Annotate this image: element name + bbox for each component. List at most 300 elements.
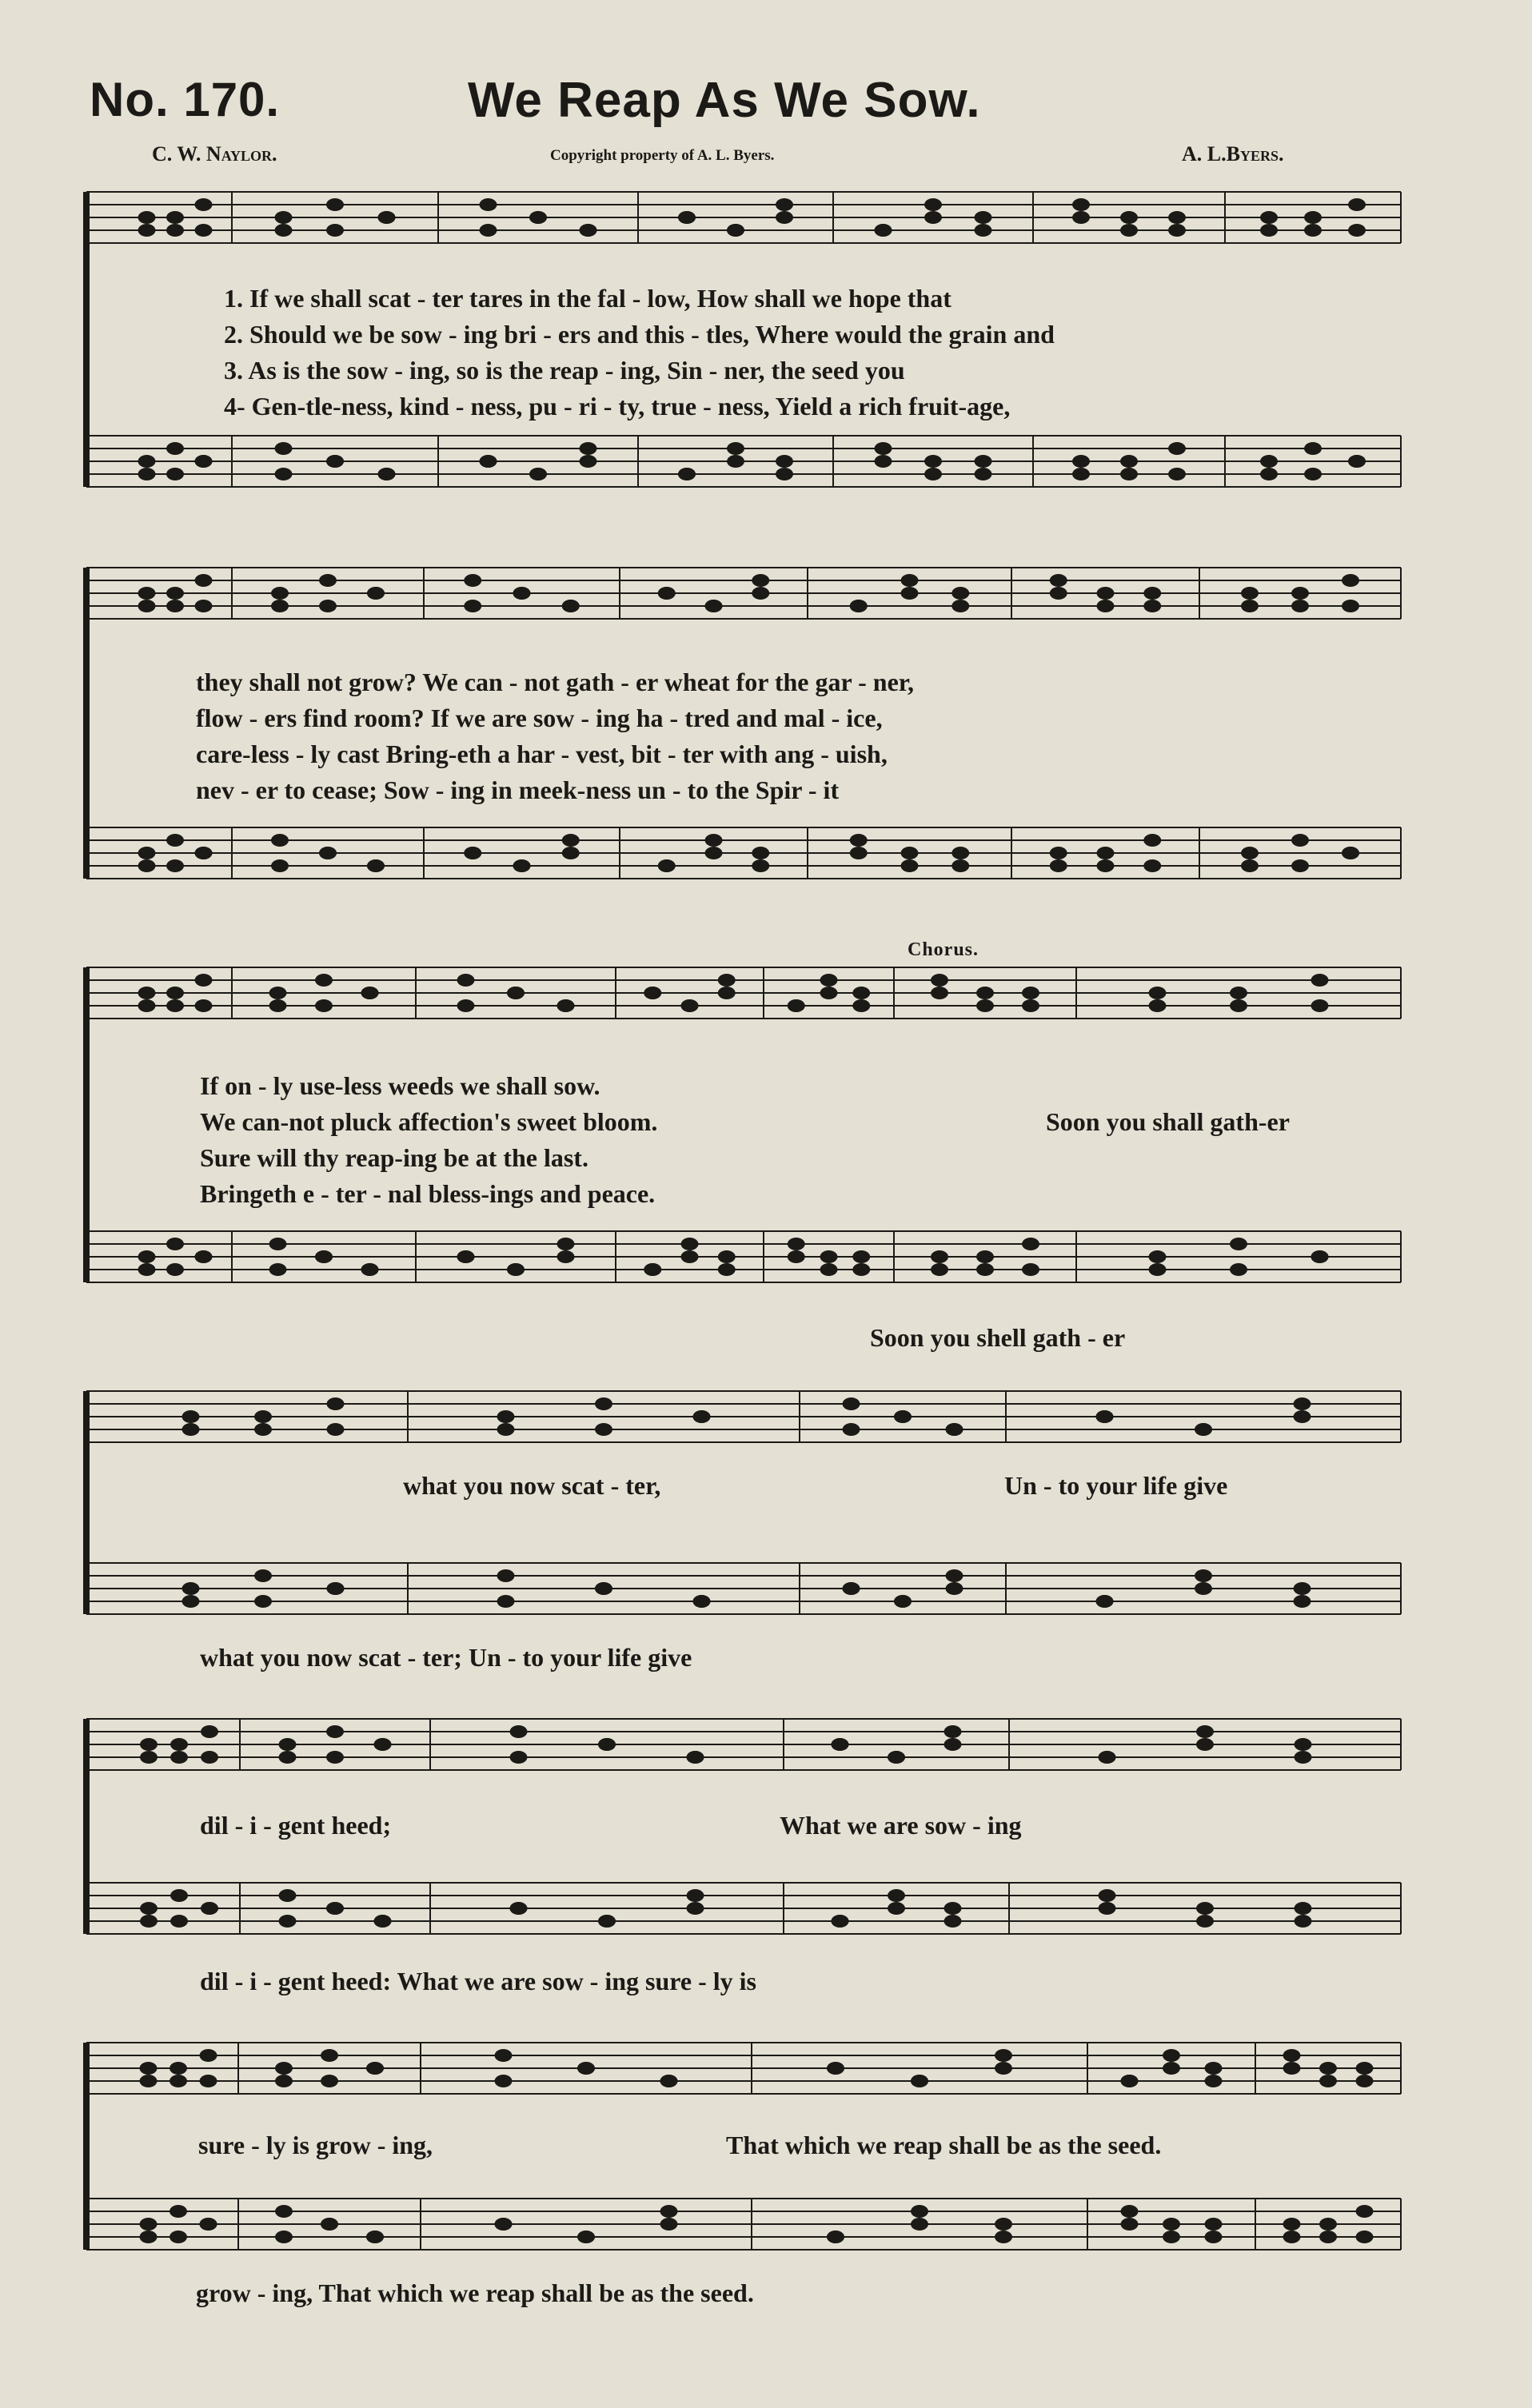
- bass-notehead: [1195, 1582, 1212, 1595]
- author-credit: C. W. Naylor.: [152, 142, 277, 165]
- bass-notehead: [557, 1238, 575, 1250]
- treble-notehead: [170, 1738, 188, 1751]
- bass-notehead: [1241, 847, 1259, 859]
- bass-notehead: [138, 859, 156, 872]
- bass-notehead: [138, 847, 156, 859]
- hymn-title: We Reap As We Sow.: [468, 73, 981, 128]
- bass-notehead: [1295, 1915, 1312, 1928]
- bass-notehead: [776, 455, 793, 468]
- treble-notehead: [275, 224, 293, 237]
- treble-notehead: [776, 211, 793, 224]
- bass-notehead: [1196, 1902, 1214, 1915]
- bass-notehead: [995, 2218, 1012, 2231]
- bass-notehead: [976, 1250, 994, 1263]
- bass-notehead: [201, 1902, 218, 1915]
- bass-notehead: [529, 468, 547, 480]
- treble-notehead: [170, 2062, 187, 2075]
- bass-notehead: [577, 2231, 595, 2243]
- treble-notehead: [1022, 999, 1039, 1012]
- treble-notehead: [1096, 1410, 1114, 1423]
- bass-notehead: [315, 1250, 333, 1263]
- bass-notehead: [361, 1263, 379, 1276]
- bass-notehead: [752, 859, 769, 872]
- treble-notehead: [580, 224, 597, 237]
- treble-notehead: [946, 1423, 963, 1436]
- bass-notehead: [788, 1250, 805, 1263]
- bass-notehead: [562, 847, 580, 859]
- bass-notehead: [495, 2218, 513, 2231]
- bass-notehead: [580, 455, 597, 468]
- chorus-label: Chorus.: [908, 939, 979, 960]
- treble-notehead: [1356, 2075, 1374, 2087]
- treble-notehead: [952, 600, 969, 612]
- bass-notehead: [166, 859, 184, 872]
- bass-notehead: [138, 468, 156, 480]
- bass-notehead: [1097, 847, 1115, 859]
- treble-notehead: [852, 987, 870, 999]
- treble-notehead: [457, 974, 475, 987]
- treble-notehead: [1195, 1423, 1212, 1436]
- treble-notehead: [166, 999, 184, 1012]
- bass-notehead: [166, 442, 184, 455]
- bass-notehead: [166, 834, 184, 847]
- treble-notehead: [510, 1725, 528, 1738]
- bass-notehead: [1311, 1250, 1329, 1263]
- treble-notehead: [727, 224, 744, 237]
- bass-notehead: [718, 1263, 736, 1276]
- treble-notehead: [1072, 198, 1090, 211]
- bass-notehead: [1120, 455, 1138, 468]
- treble-notehead: [361, 987, 379, 999]
- bass-notehead: [1163, 2231, 1180, 2243]
- treble-notehead: [1260, 211, 1278, 224]
- bass-notehead: [269, 1238, 287, 1250]
- treble-notehead: [687, 1751, 704, 1764]
- treble-notehead: [480, 198, 497, 211]
- bass-notehead: [1230, 1263, 1247, 1276]
- bass-notehead: [843, 1582, 860, 1595]
- treble-notehead: [1097, 587, 1115, 600]
- treble-notehead: [166, 600, 184, 612]
- treble-notehead: [1311, 999, 1329, 1012]
- bass-notehead: [1295, 1902, 1312, 1915]
- treble-notehead: [1050, 574, 1067, 587]
- treble-notehead: [1163, 2062, 1180, 2075]
- treble-notehead: [269, 987, 287, 999]
- chorus-bass-1: Soon you shell gath - er: [870, 1323, 1126, 1352]
- treble-notehead: [1205, 2062, 1223, 2075]
- bass-notehead: [1143, 834, 1161, 847]
- treble-notehead: [195, 224, 213, 237]
- treble-notehead: [843, 1397, 860, 1410]
- treble-notehead: [138, 600, 156, 612]
- treble-notehead: [843, 1423, 860, 1436]
- treble-notehead: [1295, 1751, 1312, 1764]
- bass-notehead: [727, 442, 744, 455]
- treble-notehead: [271, 587, 289, 600]
- bass-notehead: [1319, 2231, 1337, 2243]
- bass-notehead: [852, 1250, 870, 1263]
- verse-3-line-1: 3. As is the sow - ing, so is the reap - ing, Sin - ner, the seed you: [224, 356, 905, 385]
- bass-notehead: [366, 2231, 384, 2243]
- bass-notehead: [140, 1915, 158, 1928]
- treble-notehead: [1120, 224, 1138, 237]
- treble-notehead: [995, 2049, 1012, 2062]
- treble-notehead: [366, 2062, 384, 2075]
- bass-notehead: [687, 1889, 704, 1902]
- treble-notehead: [200, 2049, 217, 2062]
- treble-notehead: [138, 224, 156, 237]
- treble-notehead: [1342, 574, 1359, 587]
- treble-notehead: [660, 2075, 678, 2087]
- treble-notehead: [1163, 2049, 1180, 2062]
- bass-notehead: [513, 859, 531, 872]
- bass-notehead: [1143, 859, 1161, 872]
- bass-notehead: [1348, 455, 1366, 468]
- composer-credit: A. L.Byers.: [1182, 142, 1284, 165]
- bass-notehead: [1149, 1250, 1167, 1263]
- bass-notehead: [275, 468, 293, 480]
- bass-notehead: [875, 442, 892, 455]
- chorus-treble-1: Soon you shall gath-er: [1046, 1107, 1290, 1136]
- treble-notehead: [201, 1725, 218, 1738]
- bass-notehead: [705, 847, 723, 859]
- bass-notehead: [820, 1263, 838, 1276]
- treble-notehead: [1097, 600, 1115, 612]
- bass-notehead: [170, 2231, 187, 2243]
- treble-notehead: [170, 1751, 188, 1764]
- bass-notehead: [1022, 1238, 1039, 1250]
- treble-notehead: [275, 211, 293, 224]
- treble-notehead: [1099, 1751, 1116, 1764]
- bass-notehead: [888, 1902, 905, 1915]
- treble-notehead: [166, 211, 184, 224]
- chorus-bass-2: what you now scat - ter; Un - to your life give: [200, 1643, 692, 1672]
- chorus-treble-4: dil - i - gent heed;: [200, 1811, 392, 1840]
- treble-notehead: [315, 999, 333, 1012]
- bass-notehead: [1099, 1889, 1116, 1902]
- bass-notehead: [557, 1250, 575, 1263]
- verse-4-line-1: 4- Gen-tle-ness, kind - ness, pu - ri - ty, true - ness, Yield a rich fruit-age,: [224, 392, 1011, 421]
- treble-notehead: [1022, 987, 1039, 999]
- bass-notehead: [944, 1915, 962, 1928]
- bass-notehead: [995, 2231, 1012, 2243]
- bass-notehead: [752, 847, 769, 859]
- treble-notehead: [1230, 999, 1247, 1012]
- treble-notehead: [1120, 211, 1138, 224]
- treble-notehead: [658, 587, 676, 600]
- treble-notehead: [1072, 211, 1090, 224]
- bass-notehead: [1283, 2218, 1301, 2231]
- bass-notehead: [924, 468, 942, 480]
- bass-notehead: [1291, 834, 1309, 847]
- bass-notehead: [457, 1250, 475, 1263]
- bass-notehead: [776, 468, 793, 480]
- treble-notehead: [693, 1410, 711, 1423]
- treble-notehead: [924, 198, 942, 211]
- treble-notehead: [595, 1423, 612, 1436]
- treble-notehead: [529, 211, 547, 224]
- bass-notehead: [138, 455, 156, 468]
- treble-notehead: [1283, 2049, 1301, 2062]
- treble-notehead: [644, 987, 661, 999]
- treble-notehead: [852, 999, 870, 1012]
- bass-notehead: [1260, 468, 1278, 480]
- treble-notehead: [820, 974, 838, 987]
- bass-notehead: [660, 2218, 678, 2231]
- treble-notehead: [275, 2062, 293, 2075]
- treble-notehead: [140, 2062, 158, 2075]
- bass-notehead: [170, 1889, 188, 1902]
- treble-notehead: [1304, 224, 1322, 237]
- bass-notehead: [497, 1595, 515, 1608]
- treble-notehead: [378, 211, 396, 224]
- verse-1-line-2: they shall not grow? We can - not gath - er wheat for the gar - ner,: [196, 668, 915, 696]
- bass-notehead: [367, 859, 385, 872]
- bass-notehead: [166, 468, 184, 480]
- treble-notehead: [1241, 600, 1259, 612]
- bass-notehead: [140, 1902, 158, 1915]
- bass-notehead: [946, 1582, 963, 1595]
- bass-notehead: [1241, 859, 1259, 872]
- chorus-bass-4: grow - ing, That which we reap shall be as the seed.: [196, 2278, 754, 2307]
- treble-notehead: [1149, 999, 1167, 1012]
- treble-notehead: [1311, 974, 1329, 987]
- bass-notehead: [850, 834, 868, 847]
- chorus-treble-2: what you now scat - ter,: [403, 1471, 661, 1500]
- bass-notehead: [271, 859, 289, 872]
- treble-notehead: [752, 574, 769, 587]
- treble-notehead: [952, 587, 969, 600]
- bass-notehead: [1260, 455, 1278, 468]
- bass-notehead: [326, 455, 344, 468]
- bass-notehead: [727, 455, 744, 468]
- treble-notehead: [1205, 2075, 1223, 2087]
- bass-notehead: [254, 1569, 272, 1582]
- treble-notehead: [140, 2075, 158, 2087]
- bass-notehead: [138, 1263, 156, 1276]
- treble-notehead: [976, 987, 994, 999]
- bass-notehead: [944, 1902, 962, 1915]
- bass-notehead: [140, 2231, 158, 2243]
- bass-notehead: [1195, 1569, 1212, 1582]
- treble-notehead: [598, 1738, 616, 1751]
- chorus-treble-7: That which we reap shall be as the seed.: [726, 2131, 1162, 2159]
- bass-notehead: [510, 1902, 528, 1915]
- treble-notehead: [1304, 211, 1322, 224]
- treble-notehead: [195, 999, 213, 1012]
- bass-notehead: [718, 1250, 736, 1263]
- copyright-notice: Copyright property of A. L. Byers.: [550, 147, 775, 164]
- treble-notehead: [1348, 198, 1366, 211]
- bass-notehead: [975, 468, 992, 480]
- bass-notehead: [195, 455, 213, 468]
- verse-3-line-2: care-less - ly cast Bring-eth a har - vest, bit - ter with ang - uish,: [196, 740, 888, 768]
- treble-notehead: [681, 999, 699, 1012]
- treble-notehead: [1260, 224, 1278, 237]
- treble-notehead: [457, 999, 475, 1012]
- treble-notehead: [1348, 224, 1366, 237]
- treble-notehead: [901, 574, 919, 587]
- treble-notehead: [975, 211, 992, 224]
- treble-notehead: [1230, 987, 1247, 999]
- bass-notehead: [374, 1915, 392, 1928]
- treble-notehead: [1121, 2075, 1139, 2087]
- treble-notehead: [931, 987, 948, 999]
- bass-notehead: [182, 1595, 200, 1608]
- treble-notehead: [678, 211, 696, 224]
- treble-notehead: [752, 587, 769, 600]
- bass-notehead: [1163, 2218, 1180, 2231]
- treble-notehead: [507, 987, 525, 999]
- treble-notehead: [1168, 211, 1186, 224]
- bass-notehead: [644, 1263, 661, 1276]
- treble-notehead: [1143, 600, 1161, 612]
- bass-notehead: [681, 1238, 699, 1250]
- treble-notehead: [182, 1423, 200, 1436]
- bass-notehead: [327, 1582, 345, 1595]
- treble-notehead: [820, 987, 838, 999]
- bass-notehead: [1149, 1263, 1167, 1276]
- bass-notehead: [1319, 2218, 1337, 2231]
- treble-notehead: [944, 1725, 962, 1738]
- bass-notehead: [1022, 1263, 1039, 1276]
- bass-notehead: [275, 442, 293, 455]
- bass-notehead: [1096, 1595, 1114, 1608]
- bass-notehead: [678, 468, 696, 480]
- treble-notehead: [1319, 2062, 1337, 2075]
- treble-notehead: [138, 211, 156, 224]
- treble-notehead: [138, 987, 156, 999]
- verse-3-line-3: Sure will thy reap-ing be at the last.: [200, 1143, 588, 1172]
- treble-notehead: [319, 574, 337, 587]
- bass-notehead: [850, 847, 868, 859]
- treble-notehead: [326, 224, 344, 237]
- treble-notehead: [140, 1751, 158, 1764]
- bass-notehead: [931, 1263, 948, 1276]
- bass-notehead: [976, 1263, 994, 1276]
- treble-notehead: [827, 2062, 844, 2075]
- chorus-treble-3: Un - to your life give: [1004, 1471, 1228, 1500]
- bass-notehead: [827, 2231, 844, 2243]
- bass-notehead: [182, 1582, 200, 1595]
- treble-notehead: [557, 999, 575, 1012]
- bass-notehead: [1304, 442, 1322, 455]
- treble-notehead: [480, 224, 497, 237]
- bass-notehead: [1196, 1915, 1214, 1928]
- treble-notehead: [195, 600, 213, 612]
- bass-notehead: [275, 2231, 293, 2243]
- treble-notehead: [1283, 2062, 1301, 2075]
- bass-notehead: [911, 2205, 928, 2218]
- bass-notehead: [279, 1889, 297, 1902]
- treble-notehead: [788, 999, 805, 1012]
- bass-notehead: [1294, 1595, 1311, 1608]
- bass-notehead: [693, 1595, 711, 1608]
- treble-notehead: [319, 600, 337, 612]
- treble-notehead: [595, 1397, 612, 1410]
- bass-notehead: [170, 2205, 187, 2218]
- treble-notehead: [776, 198, 793, 211]
- bass-notehead: [911, 2218, 928, 2231]
- treble-notehead: [200, 2075, 217, 2087]
- bass-notehead: [497, 1569, 515, 1582]
- bass-notehead: [140, 2218, 158, 2231]
- treble-notehead: [195, 574, 213, 587]
- bass-notehead: [1356, 2231, 1374, 2243]
- chorus-treble-5: What we are sow - ing: [780, 1811, 1022, 1840]
- treble-notehead: [321, 2049, 338, 2062]
- treble-notehead: [140, 1738, 158, 1751]
- treble-notehead: [705, 600, 723, 612]
- bass-notehead: [254, 1595, 272, 1608]
- treble-notehead: [495, 2075, 513, 2087]
- treble-notehead: [718, 987, 736, 999]
- treble-notehead: [1294, 1397, 1311, 1410]
- verse-1-line-1: 1. If we shall scat - ter tares in the fal - low, How shall we hope that: [224, 284, 952, 313]
- bass-notehead: [378, 468, 396, 480]
- bass-notehead: [820, 1250, 838, 1263]
- treble-notehead: [901, 587, 919, 600]
- bass-notehead: [1205, 2218, 1223, 2231]
- treble-notehead: [166, 987, 184, 999]
- verse-1-line-3: If on - ly use-less weeds we shall sow.: [200, 1071, 600, 1100]
- bass-notehead: [1342, 847, 1359, 859]
- treble-notehead: [279, 1738, 297, 1751]
- bass-notehead: [705, 834, 723, 847]
- verse-4-line-3: Bringeth e - ter - nal bless-ings and peace.: [200, 1179, 656, 1208]
- bass-notehead: [1168, 442, 1186, 455]
- bass-notehead: [480, 455, 497, 468]
- bass-notehead: [1121, 2218, 1139, 2231]
- treble-notehead: [464, 574, 481, 587]
- treble-notehead: [254, 1410, 272, 1423]
- treble-notehead: [1356, 2062, 1374, 2075]
- bass-notehead: [901, 847, 919, 859]
- bass-notehead: [1356, 2205, 1374, 2218]
- bass-notehead: [1205, 2231, 1223, 2243]
- bass-notehead: [1283, 2231, 1301, 2243]
- bass-notehead: [1121, 2205, 1139, 2218]
- treble-notehead: [1143, 587, 1161, 600]
- treble-notehead: [327, 1423, 345, 1436]
- treble-notehead: [975, 224, 992, 237]
- bass-notehead: [326, 1902, 344, 1915]
- treble-notehead: [1196, 1738, 1214, 1751]
- treble-notehead: [201, 1751, 218, 1764]
- bass-notehead: [138, 1250, 156, 1263]
- treble-notehead: [195, 198, 213, 211]
- bass-notehead: [166, 1263, 184, 1276]
- bass-notehead: [562, 834, 580, 847]
- treble-notehead: [924, 211, 942, 224]
- treble-notehead: [166, 587, 184, 600]
- treble-notehead: [510, 1751, 528, 1764]
- treble-notehead: [279, 1751, 297, 1764]
- treble-notehead: [894, 1410, 912, 1423]
- bass-notehead: [1294, 1582, 1311, 1595]
- bass-notehead: [598, 1915, 616, 1928]
- treble-notehead: [1294, 1410, 1311, 1423]
- treble-notehead: [1342, 600, 1359, 612]
- bass-notehead: [924, 455, 942, 468]
- treble-notehead: [577, 2062, 595, 2075]
- bass-notehead: [1230, 1238, 1247, 1250]
- hymn-number: No. 170.: [90, 73, 281, 126]
- bass-notehead: [271, 834, 289, 847]
- bass-notehead: [595, 1582, 612, 1595]
- treble-notehead: [562, 600, 580, 612]
